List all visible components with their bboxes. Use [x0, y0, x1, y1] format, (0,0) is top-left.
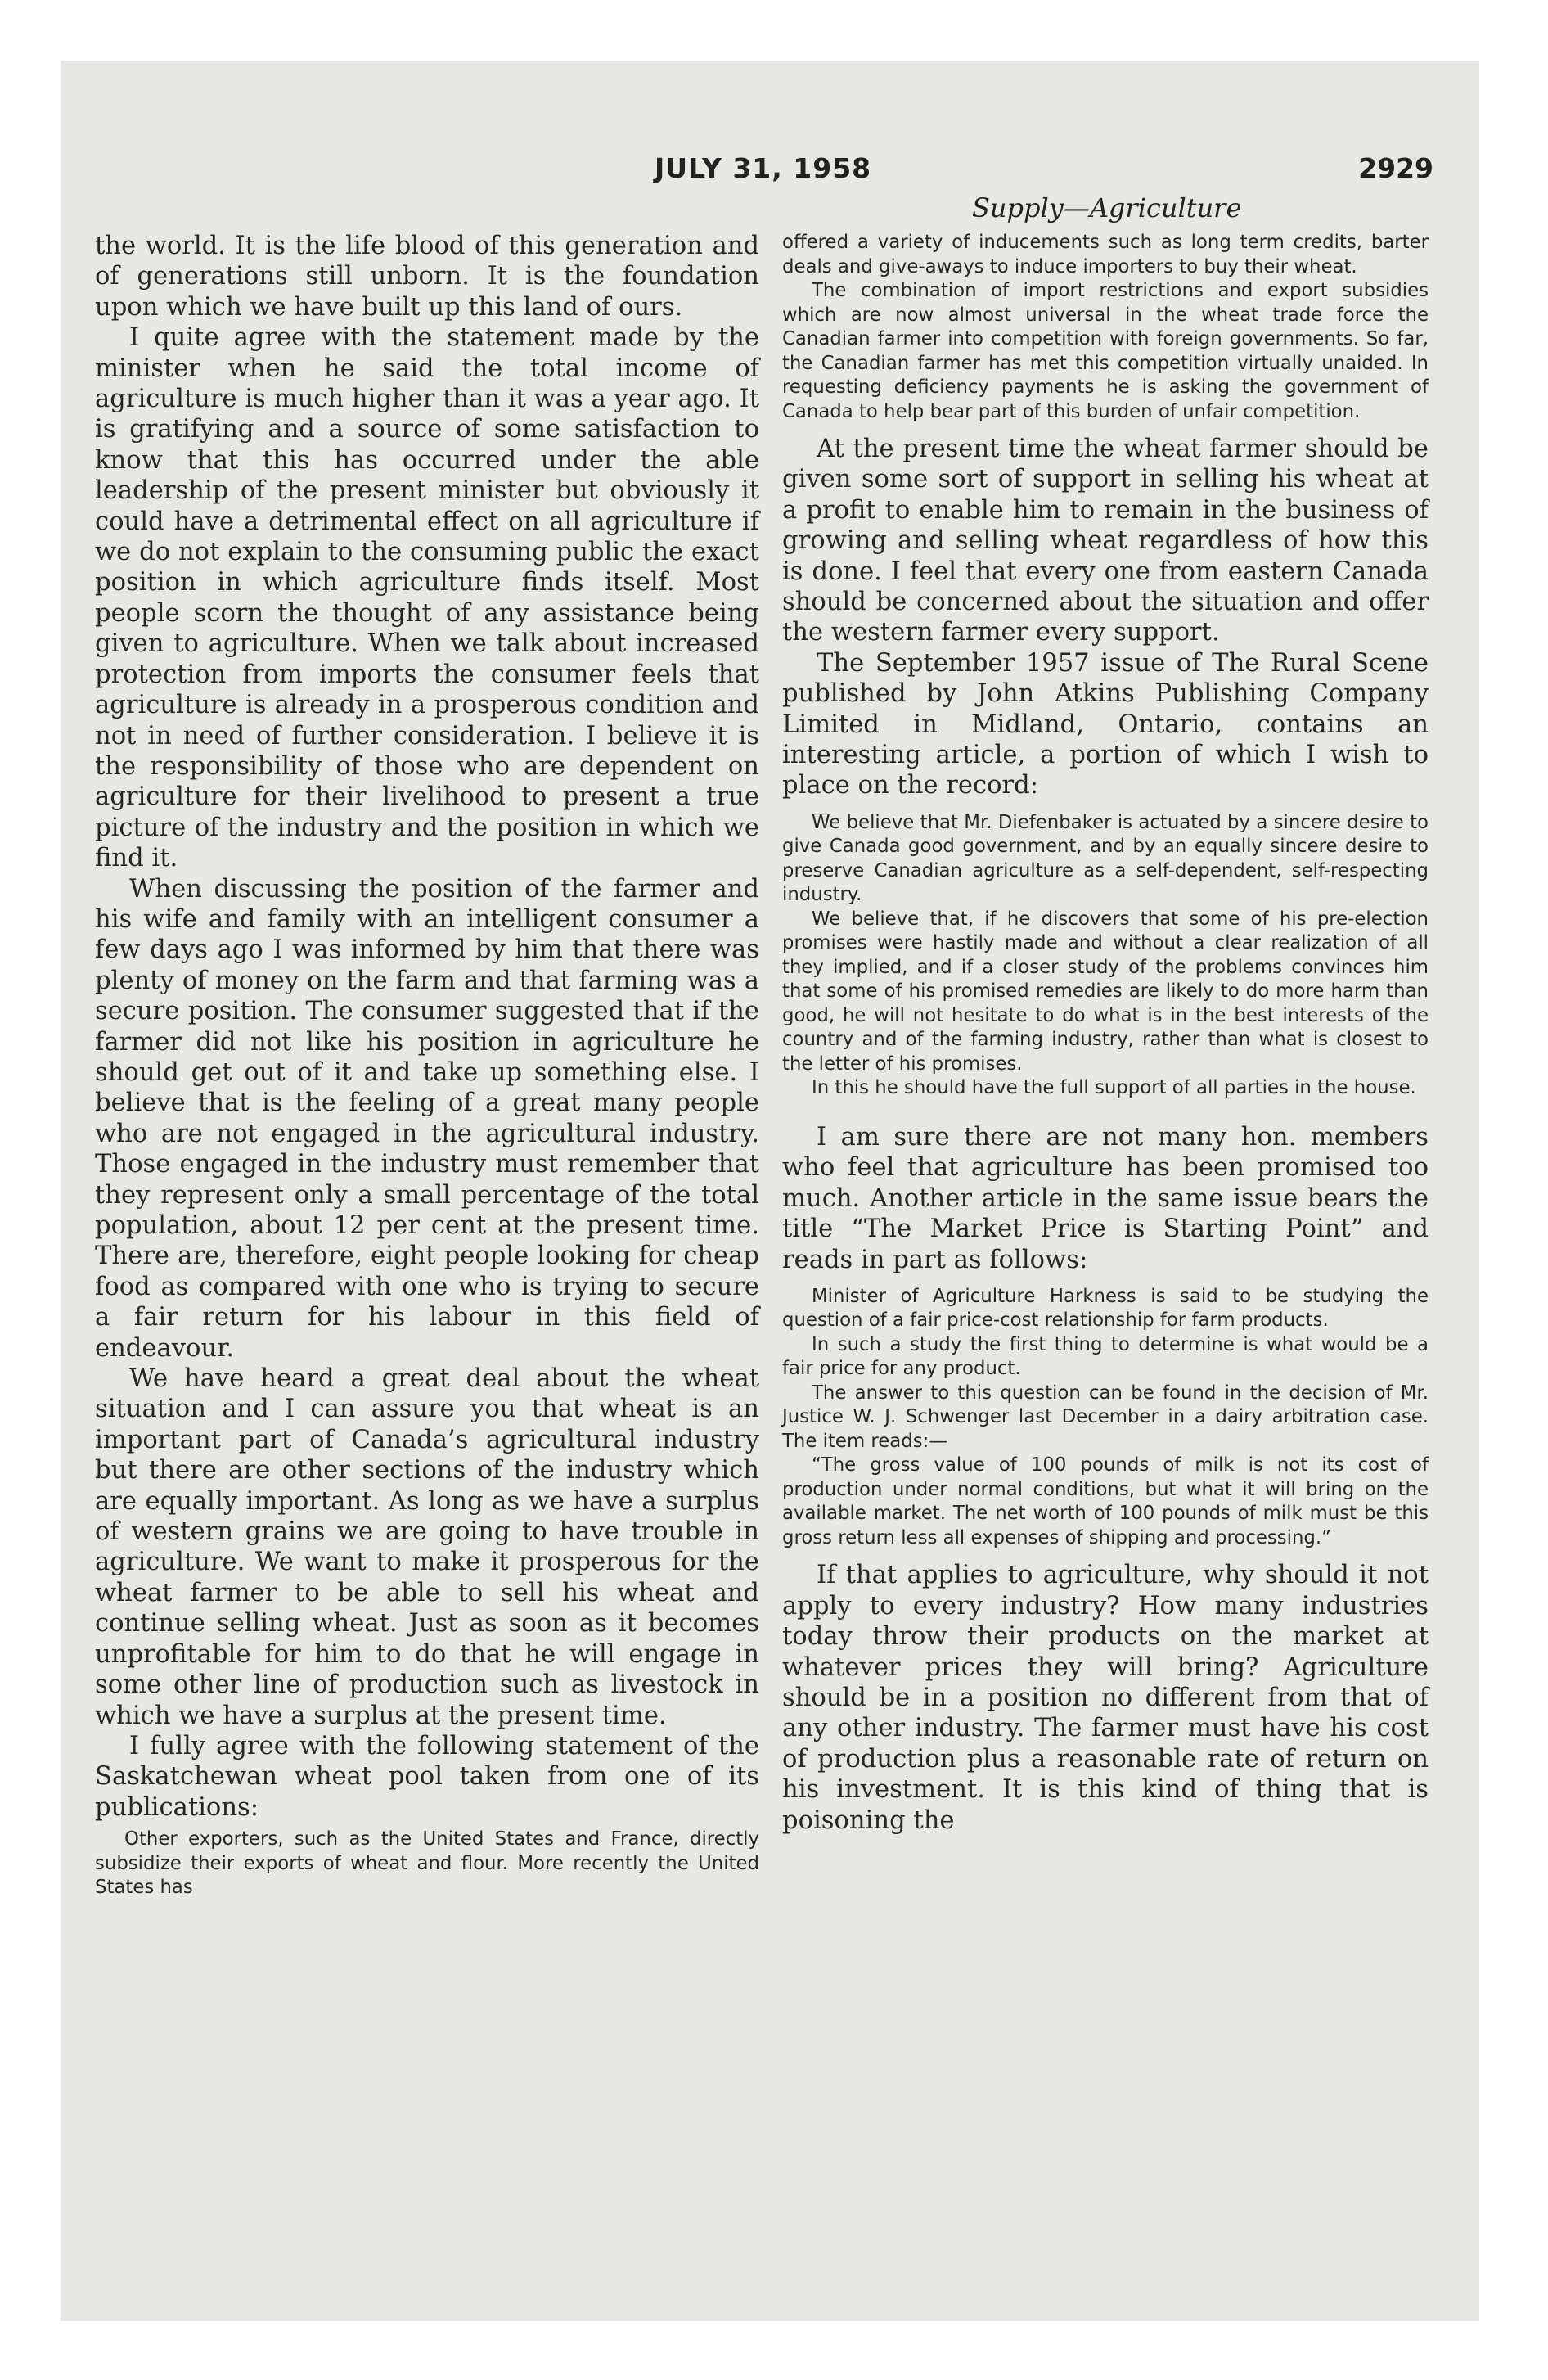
- quoted-paragraph: The answer to this question can be found in the decision of Mr. Justice W. J. Schwenger last December in a dairy arbitration case. The item reads:—: [782, 1382, 1429, 1452]
- quoted-paragraph: The combination of import restrictions and export subsidies which are now almost universal in the wheat trade force the Canadian farmer into competition with foreign governments. So far, the Canadian farmer has met this competition virtually unaided. In requesting deficiency payments he is asking the government of Canada to help bear part of this burden of unfair competition.: [782, 280, 1429, 422]
- body-paragraph: The September 1957 issue of The Rural Scene published by John Atkins Publishing Company Limited in Midland, Ontario, contains an interesting article, a portion of which I wish to place on the record:: [782, 648, 1429, 800]
- quoted-paragraph: We believe that Mr. Diefenbaker is actuated by a sincere desire to give Canada good government, and by an equally sincere desire to preserve Canadian agriculture as a self-dependent, self-respecting industry.: [782, 811, 1429, 906]
- quoted-paragraph: Other exporters, such as the United States and France, directly subsidize their exports of wheat and flour. More recently the United States has: [95, 1828, 759, 1899]
- quoted-paragraph: We believe that, if he discovers that some of his pre-election promises were hastily made and without a clear realization of all they implied, and if a closer study of the problems convinces him that some of his promised remedies are likely to do more harm than good, he will not hesitate to do what is in the best interests of the country and of the farming industry, rather than what is closest to the letter of his promises.: [782, 908, 1429, 1075]
- body-paragraph: I quite agree with the statement made by the minister when he said the total income of agriculture is much higher than it was a year ago. It is gratifying and a source of some satisfaction to know that this has occurred under the able leadership of the present minister but obviously it could have a detrimental effect on all agriculture if we do not explain to the consuming public the exact position in which agriculture finds itself. Most people scorn the thought of any assistance being given to agriculture. When we talk about increased protection from imports the consumer feels that agriculture is already in a prosperous condition and not in need of further consideration. I believe it is the responsibility of those who are dependent on agriculture for their livelihood to present a true picture of the industry and the position in which we find it.: [95, 323, 759, 873]
- body-paragraph: I fully agree with the following statement of the Saskatchewan wheat pool taken from one of its publications:: [95, 1731, 759, 1822]
- page-date: JULY 31, 1958: [655, 152, 872, 184]
- body-paragraph: I am sure there are not many hon. members who feel that agriculture has been promised too much. Another article in the same issue bears the title “The Market Price is Starting Point” and reads in part as follows:: [782, 1122, 1429, 1274]
- left-column: [95, 231, 759, 1900]
- quoted-paragraph: In such a study the first thing to determine is what would be a fair price for any product.: [782, 1333, 1429, 1380]
- right-column: [782, 231, 1429, 1836]
- body-paragraph: If that applies to agriculture, why should it not apply to every industry? How many industries today throw their products on the market at whatever prices they will bring? Agriculture should be in a position no different from that of any other industry. The farmer must have his cost of production plus a reasonable rate of return on his investment. It is this kind of thing that is poisoning the: [782, 1561, 1429, 1835]
- quoted-paragraph: Minister of Agriculture Harkness is said to be studying the question of a fair price-cost relationship for farm products.: [782, 1285, 1429, 1332]
- quoted-paragraph: offered a variety of inducements such as long term credits, barter deals and give-aways to induce importers to buy their wheat.: [782, 232, 1429, 277]
- quoted-paragraph: In this he should have the full support of all parties in the house.: [812, 1077, 1416, 1099]
- body-paragraph: When discussing the position of the farmer and his wife and family with an intelligent consumer a few days ago I was informed by him that there was plenty of money on the farm and that farming was a secure position. The consumer suggested that if the farmer did not like his position in agriculture he should get out of it and take up something else. I believe that is the feeling of a great many people who are not engaged in the agricultural industry. Those engaged in the industry must remember that they represent only a small percentage of the total population, about 12 per cent at the present time. There are, therefore, eight people looking for cheap food as compared with one who is trying to secure a fair return for his labour in this field of endeavour.: [95, 874, 759, 1363]
- page-number: 2929: [1358, 152, 1433, 184]
- section-title: Supply—Agriculture: [972, 192, 1242, 223]
- body-paragraph: the world. It is the life blood of this generation and of generations still unborn. It is the foundation upon which we have built up this land of ours.: [95, 232, 759, 322]
- body-paragraph: At the present time the wheat farmer should be given some sort of support in selling his wheat at a profit to enable him to remain in the business of growing and selling wheat regardless of how this is done. I feel that every one from eastern Canada should be concerned about the situation and offer the western farmer every support.: [782, 435, 1429, 647]
- quoted-paragraph: “The gross value of 100 pounds of milk is not its cost of production under normal conditions, but what it will bring on the available market. The net worth of 100 pounds of milk must be this gross return less all expenses of shipping and processing.”: [782, 1454, 1429, 1548]
- body-paragraph: We have heard a great deal about the wheat situation and I can assure you that wheat is an important part of Canada’s agricultural industry but there are other sections of the industry which are equally important. As long as we have a surplus of western grains we are going to have trouble in agriculture. We want to make it prosperous for the wheat farmer to be able to sell his wheat and continue selling wheat. Just as soon as it becomes unprofitable for him to do that he will engage in some other line of production such as livestock in which we have a surplus at the present time.: [95, 1364, 759, 1730]
